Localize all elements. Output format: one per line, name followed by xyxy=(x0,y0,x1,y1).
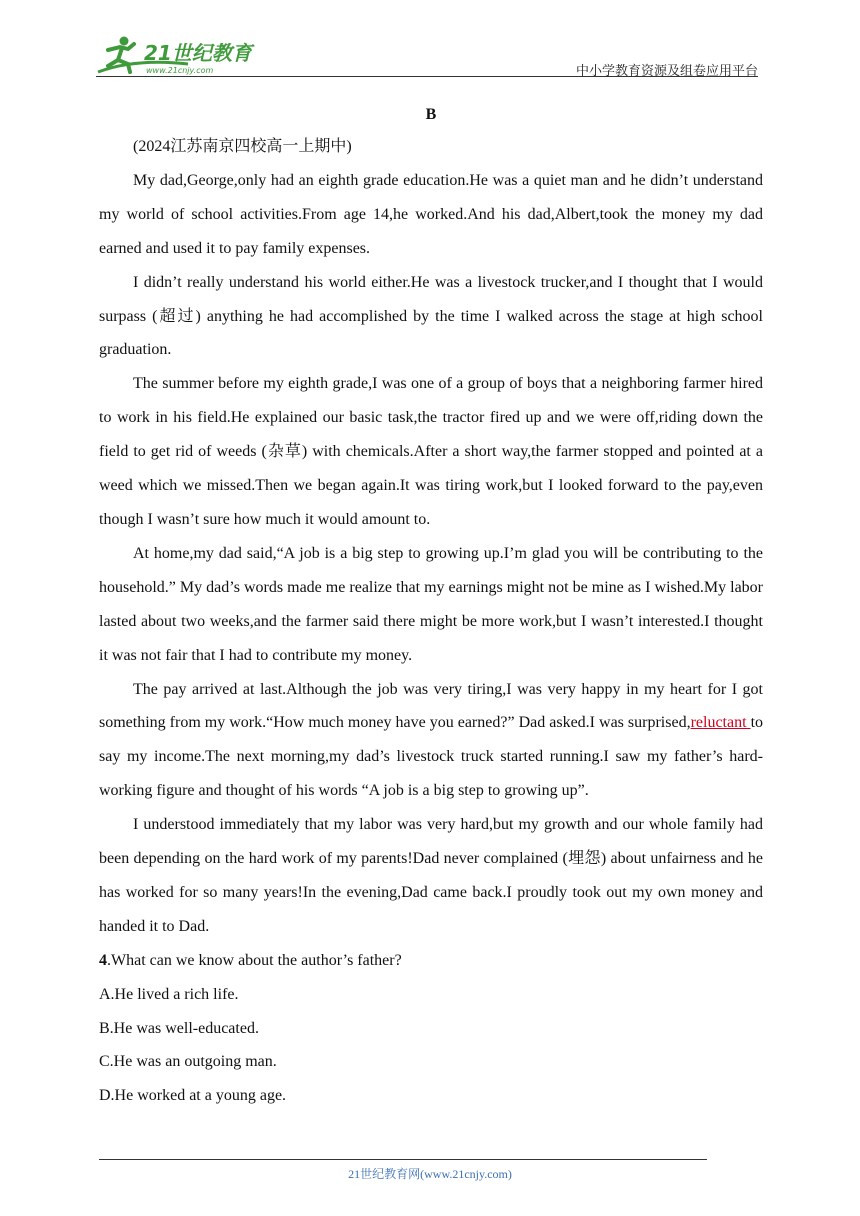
paragraph-4: At home,my dad said,“A job is a big step to growing up.I’m glad you will be contributing to the household.” My dad’s words made me realize that my earnings might not be mine as I wished.My labor lasted about two weeks,and the farmer said there might be more work,but I wasn’t interested.I thought it was not fair that I had to contribute my money. xyxy=(99,544,763,664)
header-divider xyxy=(96,76,758,77)
option-d[interactable]: D.He worked at a young age. xyxy=(99,1087,287,1105)
section-title: B xyxy=(425,106,437,123)
paragraph-5-before: The pay arrived at last.Although the job was very tiring,I was very happy in my heart for I got something from my work.“How much money have you earned?” Dad asked.I was surprised, xyxy=(99,680,763,732)
paragraph-6: I understood immediately that my labor was very hard,but my growth and our whole family had been depending on the hard work of my parents!Dad never complained (埋怨) about unfairness and he has worked for so many years!In the evening,Dad came back.I proudly took out my own money and handed it to Dad. xyxy=(99,816,763,935)
paragraph-3: The summer before my eighth grade,I was one of a group of boys that a neighboring farmer hired to work in his field.He explained our basic task,the tractor fired up and we were off,riding down the field to get rid of weeds (杂草) with chemicals.After a short way,the farmer stopped and pointed at a weed which we missed.Then we began again.It was tiring work,but I looked forward to the pay,even though I wasn’t sure how much it would amount to. xyxy=(99,375,763,528)
option-c[interactable]: C.He was an outgoing man. xyxy=(99,1053,277,1071)
svg-text:www.21cnjy.com: www.21cnjy.com xyxy=(146,66,214,75)
passage xyxy=(99,100,763,1113)
question-number: 4 xyxy=(99,951,107,969)
paragraph-2: I didn’t really understand his world either.He was a livestock trucker,and I thought that I would surpass (超过) anything he had accomplished by the time I walked across the stage at high school graduation. xyxy=(99,273,763,359)
site-logo xyxy=(96,34,266,76)
paragraph-5-after: to say my income.The next morning,my dad’s livestock truck started running.I saw my father’s hard-working figure and thought of his words “A job is a big step to growing up”. xyxy=(99,714,764,800)
paragraph-5 xyxy=(99,673,763,809)
option-b[interactable]: B.He was well-educated. xyxy=(99,1019,259,1037)
passage-source: (2024江苏南京四校高一上期中) xyxy=(133,138,352,155)
svg-text:21世纪教育: 21世纪教育 xyxy=(144,41,252,65)
paragraph-1: My dad,George,only had an eighth grade education.He was a quiet man and he didn’t understand my world of school activities.From age 14,he worked.And his dad,Albert,took the money my dad earned and used it to pay family expenses. xyxy=(99,171,763,257)
platform-name: 中小学教育资源及组卷应用平台 xyxy=(575,64,758,79)
question-stem xyxy=(99,944,763,978)
question-text: .What can we know about the author’s father? xyxy=(107,951,402,969)
page-header xyxy=(96,30,758,78)
option-a[interactable]: A.He lived a rich life. xyxy=(99,985,239,1003)
footer-divider xyxy=(99,1159,707,1160)
filled-answer: reluctant xyxy=(690,714,751,732)
footer-link[interactable]: 21世纪教育网(www.21cnjy.com) xyxy=(348,1167,512,1181)
